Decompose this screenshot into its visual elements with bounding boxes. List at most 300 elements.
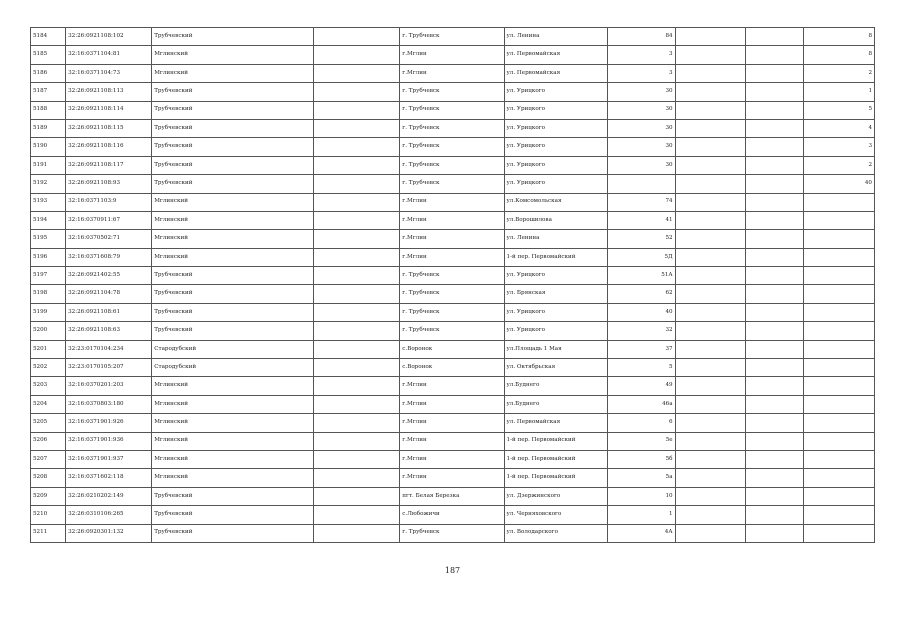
row-number-cell: 5195 (31, 230, 66, 248)
cadastral-number-cell: 32:16:0371104:81 (66, 46, 152, 64)
house-number-cell: 41 (607, 211, 675, 229)
district-cell: Трубчевский (152, 303, 314, 321)
blank-column-cell (745, 28, 803, 46)
district-cell: Мглинский (152, 193, 314, 211)
blank-column-cell (675, 414, 745, 432)
blank-column-cell (745, 432, 803, 450)
row-number-cell: 5201 (31, 340, 66, 358)
settlement-cell: г. Трубчевск (400, 175, 504, 193)
cadastral-number-cell: 32:26:0921108:116 (66, 138, 152, 156)
district-cell: Трубчевский (152, 322, 314, 340)
cadastral-number-cell: 32:16:0370502:71 (66, 230, 152, 248)
row-number-cell: 5198 (31, 285, 66, 303)
district-cell: Мглинский (152, 432, 314, 450)
blank-column-cell (675, 211, 745, 229)
district-cell: Мглинский (152, 46, 314, 64)
blank-column-cell (745, 101, 803, 119)
district-cell: Мглинский (152, 450, 314, 468)
blank-column-cell (314, 101, 400, 119)
register-table (30, 27, 875, 543)
blank-column-cell (675, 193, 745, 211)
settlement-cell: г. Трубчевск (400, 138, 504, 156)
settlement-cell: г. Трубчевск (400, 83, 504, 101)
blank-column-cell (675, 46, 745, 64)
apartment-cell (803, 230, 874, 248)
blank-column-cell (675, 285, 745, 303)
district-cell: Трубчевский (152, 83, 314, 101)
row-number-cell: 5202 (31, 359, 66, 377)
settlement-cell: г. Трубчевск (400, 524, 504, 542)
street-cell: ул. Урицкого (504, 156, 607, 174)
blank-column-cell (675, 64, 745, 82)
street-cell: 1-й пер. Первомайский (504, 432, 607, 450)
blank-column-cell (314, 138, 400, 156)
house-number-cell: 5б (607, 450, 675, 468)
table-row (31, 285, 875, 303)
blank-column-cell (745, 46, 803, 64)
cadastral-number-cell: 32:16:0370201:203 (66, 377, 152, 395)
blank-column-cell (675, 395, 745, 413)
house-number-cell: 10 (607, 487, 675, 505)
table-row (31, 267, 875, 285)
blank-column-cell (675, 322, 745, 340)
table-row (31, 506, 875, 524)
apartment-cell (803, 340, 874, 358)
blank-column-cell (675, 119, 745, 137)
blank-column-cell (314, 119, 400, 137)
house-number-cell: 37 (607, 340, 675, 358)
table-row (31, 450, 875, 468)
house-number-cell: 30 (607, 138, 675, 156)
blank-column-cell (675, 138, 745, 156)
row-number-cell: 5203 (31, 377, 66, 395)
cadastral-number-cell: 32:26:0921402:55 (66, 267, 152, 285)
blank-column-cell (675, 524, 745, 542)
blank-column-cell (675, 248, 745, 266)
blank-column-cell (745, 248, 803, 266)
settlement-cell: г.Мглин (400, 46, 504, 64)
table-row (31, 322, 875, 340)
apartment-cell: 2 (803, 156, 874, 174)
row-number-cell: 5184 (31, 28, 66, 46)
blank-column-cell (314, 46, 400, 64)
table-row (31, 138, 875, 156)
settlement-cell: г.Мглин (400, 469, 504, 487)
house-number-cell: 30 (607, 156, 675, 174)
table-row (31, 487, 875, 505)
cadastral-number-cell: 32:26:0921108:113 (66, 83, 152, 101)
table-row (31, 230, 875, 248)
street-cell: ул. Урицкого (504, 138, 607, 156)
settlement-cell: г. Трубчевск (400, 101, 504, 119)
apartment-cell (803, 414, 874, 432)
street-cell: ул.Ворошилова (504, 211, 607, 229)
street-cell: 1-й пер. Первомайский (504, 469, 607, 487)
settlement-cell: г.Мглин (400, 395, 504, 413)
blank-column-cell (314, 524, 400, 542)
house-number-cell (607, 175, 675, 193)
apartment-cell (803, 267, 874, 285)
blank-column-cell (745, 119, 803, 137)
house-number-cell: 52 (607, 230, 675, 248)
cadastral-number-cell: 32:26:0921108:63 (66, 322, 152, 340)
blank-column-cell (745, 83, 803, 101)
blank-column-cell (745, 303, 803, 321)
street-cell: ул. Урицкого (504, 119, 607, 137)
blank-column-cell (314, 340, 400, 358)
blank-column-cell (745, 230, 803, 248)
blank-column-cell (314, 211, 400, 229)
settlement-cell: г. Трубчевск (400, 285, 504, 303)
blank-column-cell (314, 156, 400, 174)
blank-column-cell (314, 248, 400, 266)
cadastral-number-cell: 32:16:0371104:73 (66, 64, 152, 82)
street-cell: 1-й пер. Первомайский (504, 248, 607, 266)
settlement-cell: г. Трубчевск (400, 267, 504, 285)
apartment-cell: 2 (803, 64, 874, 82)
row-number-cell: 5209 (31, 487, 66, 505)
house-number-cell: 40 (607, 303, 675, 321)
house-number-cell: 32 (607, 322, 675, 340)
blank-column-cell (675, 83, 745, 101)
district-cell: Трубчевский (152, 487, 314, 505)
blank-column-cell (745, 267, 803, 285)
district-cell: Мглинский (152, 211, 314, 229)
row-number-cell: 5200 (31, 322, 66, 340)
street-cell: ул. Октябрьская (504, 359, 607, 377)
cadastral-number-cell: 32:16:0371602:118 (66, 469, 152, 487)
blank-column-cell (745, 506, 803, 524)
cadastral-number-cell: 32:16:0371901:926 (66, 414, 152, 432)
blank-column-cell (745, 395, 803, 413)
blank-column-cell (314, 395, 400, 413)
cadastral-number-cell: 32:23:0170104:234 (66, 340, 152, 358)
table-row (31, 432, 875, 450)
street-cell: ул. Черняховского (504, 506, 607, 524)
house-number-cell: 1 (607, 506, 675, 524)
blank-column-cell (675, 101, 745, 119)
blank-column-cell (314, 83, 400, 101)
blank-column-cell (745, 524, 803, 542)
blank-column-cell (314, 285, 400, 303)
cadastral-number-cell: 32:26:0921108:117 (66, 156, 152, 174)
cadastral-number-cell: 32:16:0370911:67 (66, 211, 152, 229)
apartment-cell: 8 (803, 28, 874, 46)
district-cell: Трубчевский (152, 119, 314, 137)
apartment-cell (803, 322, 874, 340)
blank-column-cell (745, 175, 803, 193)
row-number-cell: 5206 (31, 432, 66, 450)
blank-column-cell (675, 175, 745, 193)
blank-column-cell (745, 377, 803, 395)
district-cell: Трубчевский (152, 156, 314, 174)
apartment-cell (803, 211, 874, 229)
house-number-cell: 74 (607, 193, 675, 211)
settlement-cell: пгт. Белая Березка (400, 487, 504, 505)
blank-column-cell (745, 487, 803, 505)
house-number-cell: 62 (607, 285, 675, 303)
district-cell: Трубчевский (152, 28, 314, 46)
table-row (31, 395, 875, 413)
row-number-cell: 5185 (31, 46, 66, 64)
apartment-cell (803, 506, 874, 524)
blank-column-cell (675, 506, 745, 524)
settlement-cell: г.Мглин (400, 377, 504, 395)
street-cell: ул. Урицкого (504, 267, 607, 285)
house-number-cell: 5Д (607, 248, 675, 266)
register-body (31, 28, 875, 543)
settlement-cell: г. Трубчевск (400, 303, 504, 321)
street-cell: 1-й пер. Первомайский (504, 450, 607, 468)
district-cell: Трубчевский (152, 285, 314, 303)
blank-column-cell (314, 359, 400, 377)
table-row (31, 28, 875, 46)
blank-column-cell (314, 487, 400, 505)
house-number-cell: 30 (607, 101, 675, 119)
row-number-cell: 5193 (31, 193, 66, 211)
settlement-cell: с.Воронок (400, 359, 504, 377)
blank-column-cell (314, 322, 400, 340)
apartment-cell (803, 432, 874, 450)
settlement-cell: г.Мглин (400, 211, 504, 229)
apartment-cell: 8 (803, 46, 874, 64)
apartment-cell: 1 (803, 83, 874, 101)
district-cell: Мглинский (152, 64, 314, 82)
blank-column-cell (745, 414, 803, 432)
table-row (31, 175, 875, 193)
district-cell: Трубчевский (152, 175, 314, 193)
row-number-cell: 5208 (31, 469, 66, 487)
house-number-cell: 3 (607, 64, 675, 82)
table-row (31, 119, 875, 137)
table-row (31, 211, 875, 229)
cadastral-number-cell: 32:26:0920301:132 (66, 524, 152, 542)
street-cell: ул. Урицкого (504, 83, 607, 101)
cadastral-number-cell: 32:26:0921108:114 (66, 101, 152, 119)
table-row (31, 524, 875, 542)
district-cell: Стародубский (152, 359, 314, 377)
blank-column-cell (314, 432, 400, 450)
blank-column-cell (675, 156, 745, 174)
apartment-cell: 4 (803, 119, 874, 137)
blank-column-cell (675, 359, 745, 377)
apartment-cell (803, 487, 874, 505)
cadastral-number-cell: 32:16:0371103:9 (66, 193, 152, 211)
cadastral-number-cell: 32:16:0370803:180 (66, 395, 152, 413)
blank-column-cell (745, 285, 803, 303)
row-number-cell: 5210 (31, 506, 66, 524)
blank-column-cell (675, 303, 745, 321)
street-cell: ул. Урицкого (504, 175, 607, 193)
blank-column-cell (314, 267, 400, 285)
apartment-cell: 40 (803, 175, 874, 193)
district-cell: Трубчевский (152, 524, 314, 542)
blank-column-cell (314, 64, 400, 82)
settlement-cell: г. Трубчевск (400, 119, 504, 137)
blank-column-cell (745, 450, 803, 468)
settlement-cell: г.Мглин (400, 230, 504, 248)
district-cell: Трубчевский (152, 101, 314, 119)
table-row (31, 469, 875, 487)
table-row (31, 193, 875, 211)
house-number-cell: 3 (607, 46, 675, 64)
row-number-cell: 5199 (31, 303, 66, 321)
row-number-cell: 5207 (31, 450, 66, 468)
row-number-cell: 5187 (31, 83, 66, 101)
blank-column-cell (675, 340, 745, 358)
page-number: 187 (444, 566, 461, 575)
table-row (31, 64, 875, 82)
cadastral-number-cell: 32:16:0371901:936 (66, 432, 152, 450)
street-cell: ул.Буднего (504, 395, 607, 413)
blank-column-cell (314, 469, 400, 487)
blank-column-cell (745, 193, 803, 211)
district-cell: Трубчевский (152, 267, 314, 285)
row-number-cell: 5191 (31, 156, 66, 174)
blank-column-cell (675, 487, 745, 505)
district-cell: Мглинский (152, 230, 314, 248)
district-cell: Мглинский (152, 469, 314, 487)
blank-column-cell (314, 28, 400, 46)
street-cell: ул. Первомайская (504, 414, 607, 432)
blank-column-cell (745, 469, 803, 487)
table-row (31, 101, 875, 119)
row-number-cell: 5190 (31, 138, 66, 156)
house-number-cell: 30 (607, 83, 675, 101)
blank-column-cell (745, 359, 803, 377)
cadastral-number-cell: 32:23:0170105:207 (66, 359, 152, 377)
cadastral-number-cell: 32:16:0371901:937 (66, 450, 152, 468)
blank-column-cell (314, 193, 400, 211)
apartment-cell (803, 285, 874, 303)
table-row (31, 414, 875, 432)
street-cell: ул. Урицкого (504, 101, 607, 119)
district-cell: Мглинский (152, 395, 314, 413)
apartment-cell (803, 524, 874, 542)
blank-column-cell (745, 64, 803, 82)
district-cell: Мглинский (152, 248, 314, 266)
apartment-cell (803, 359, 874, 377)
street-cell: ул. Брянская (504, 285, 607, 303)
house-number-cell: 5е (607, 432, 675, 450)
street-cell: ул. Первомайская (504, 46, 607, 64)
house-number-cell: 84 (607, 28, 675, 46)
house-number-cell: 49 (607, 377, 675, 395)
blank-column-cell (314, 414, 400, 432)
blank-column-cell (675, 450, 745, 468)
blank-column-cell (675, 469, 745, 487)
table-row (31, 156, 875, 174)
row-number-cell: 5192 (31, 175, 66, 193)
street-cell: ул.Комсомольская (504, 193, 607, 211)
district-cell: Трубчевский (152, 138, 314, 156)
blank-column-cell (675, 230, 745, 248)
house-number-cell: 46а (607, 395, 675, 413)
apartment-cell (803, 395, 874, 413)
apartment-cell (803, 303, 874, 321)
row-number-cell: 5204 (31, 395, 66, 413)
settlement-cell: г.Мглин (400, 450, 504, 468)
blank-column-cell (314, 175, 400, 193)
street-cell: ул. Первомайская (504, 64, 607, 82)
blank-column-cell (675, 267, 745, 285)
blank-column-cell (745, 156, 803, 174)
cadastral-number-cell: 32:16:0371608:79 (66, 248, 152, 266)
row-number-cell: 5189 (31, 119, 66, 137)
table-row (31, 248, 875, 266)
table-row (31, 83, 875, 101)
apartment-cell: 5 (803, 101, 874, 119)
street-cell: ул. Дзержинского (504, 487, 607, 505)
street-cell: ул. Ленина (504, 28, 607, 46)
table-row (31, 46, 875, 64)
street-cell: ул. Урицкого (504, 303, 607, 321)
apartment-cell (803, 377, 874, 395)
house-number-cell: 6 (607, 414, 675, 432)
blank-column-cell (745, 138, 803, 156)
district-cell: Мглинский (152, 414, 314, 432)
street-cell: ул. Володарского (504, 524, 607, 542)
district-cell: Стародубский (152, 340, 314, 358)
house-number-cell: 5а (607, 469, 675, 487)
table-row (31, 340, 875, 358)
apartment-cell (803, 193, 874, 211)
row-number-cell: 5194 (31, 211, 66, 229)
table-row (31, 359, 875, 377)
settlement-cell: с.Воронок (400, 340, 504, 358)
district-cell: Трубчевский (152, 506, 314, 524)
street-cell: ул.Площадь 1 Мая (504, 340, 607, 358)
settlement-cell: г. Трубчевск (400, 28, 504, 46)
street-cell: ул. Урицкого (504, 322, 607, 340)
settlement-cell: с.Любожичи (400, 506, 504, 524)
cadastral-number-cell: 32:26:0921104:78 (66, 285, 152, 303)
blank-column-cell (314, 230, 400, 248)
cadastral-number-cell: 32:26:0310106:265 (66, 506, 152, 524)
cadastral-number-cell: 32:26:0921108:61 (66, 303, 152, 321)
row-number-cell: 5197 (31, 267, 66, 285)
blank-column-cell (745, 340, 803, 358)
house-number-cell: 5 (607, 359, 675, 377)
blank-column-cell (314, 506, 400, 524)
blank-column-cell (675, 28, 745, 46)
cadastral-number-cell: 32:26:0921108:93 (66, 175, 152, 193)
blank-column-cell (745, 322, 803, 340)
blank-column-cell (314, 450, 400, 468)
cadastral-number-cell: 32:26:0921108:102 (66, 28, 152, 46)
settlement-cell: г.Мглин (400, 432, 504, 450)
settlement-cell: г. Трубчевск (400, 156, 504, 174)
house-number-cell: 4А (607, 524, 675, 542)
apartment-cell (803, 469, 874, 487)
blank-column-cell (745, 211, 803, 229)
blank-column-cell (675, 432, 745, 450)
settlement-cell: г.Мглин (400, 414, 504, 432)
row-number-cell: 5188 (31, 101, 66, 119)
street-cell: ул.Буднего (504, 377, 607, 395)
house-number-cell: 30 (607, 119, 675, 137)
row-number-cell: 5196 (31, 248, 66, 266)
house-number-cell: 51А (607, 267, 675, 285)
row-number-cell: 5205 (31, 414, 66, 432)
street-cell: ул. Ленина (504, 230, 607, 248)
apartment-cell: 3 (803, 138, 874, 156)
settlement-cell: г.Мглин (400, 64, 504, 82)
cadastral-number-cell: 32:26:0210202:149 (66, 487, 152, 505)
settlement-cell: г. Трубчевск (400, 322, 504, 340)
row-number-cell: 5211 (31, 524, 66, 542)
table-row (31, 303, 875, 321)
